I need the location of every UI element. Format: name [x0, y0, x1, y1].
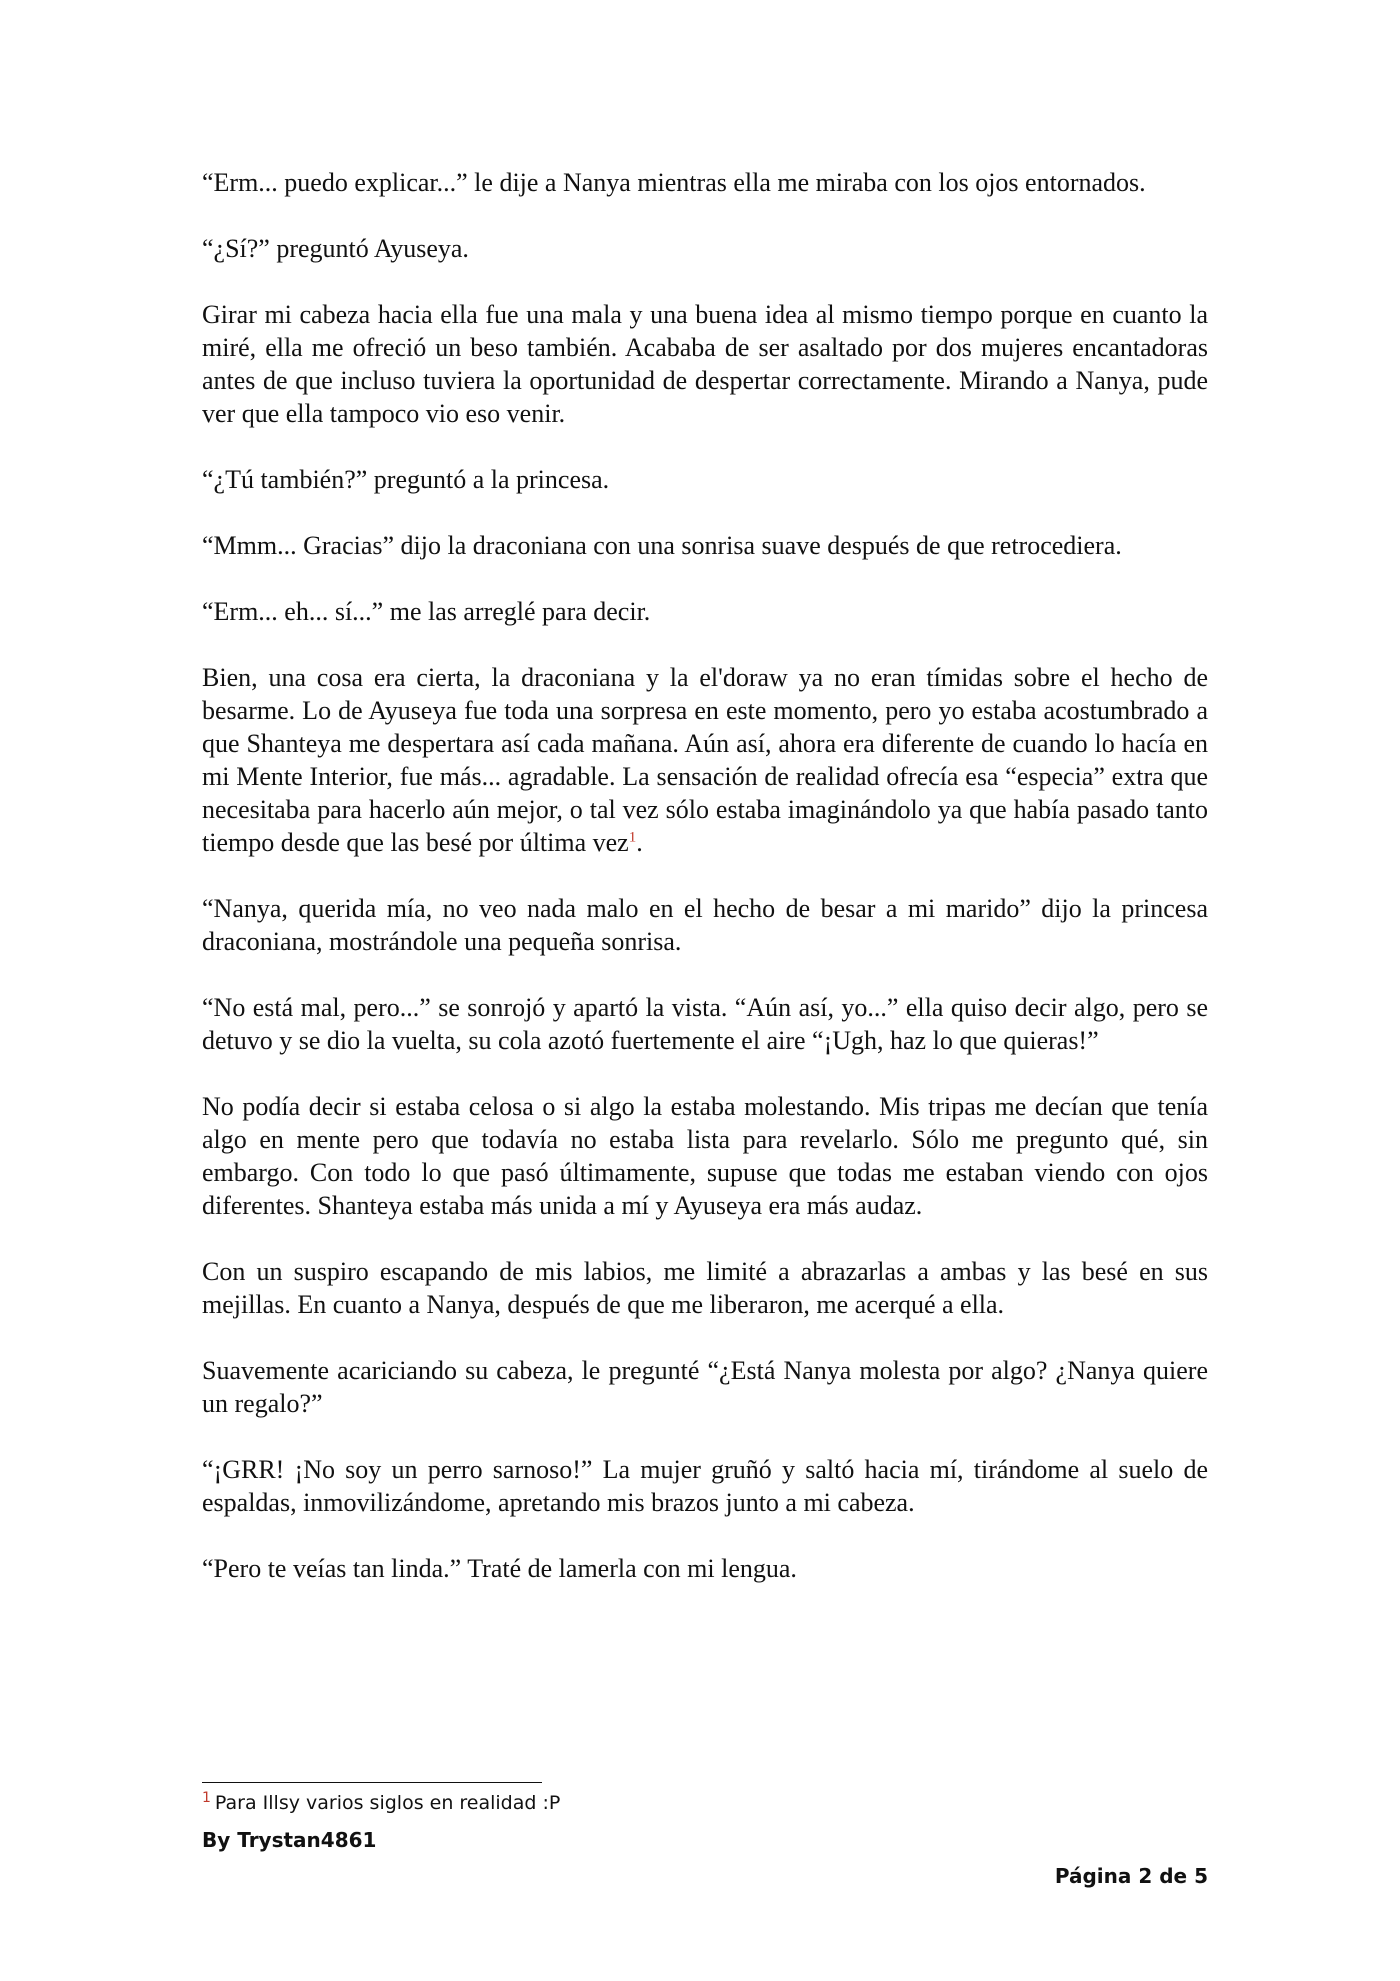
paragraph-5: “Mmm... Gracias” dijo la draconiana con una sonrisa suave después de que retrocediera. — [202, 531, 1122, 560]
paragraph-1: “Erm... puedo explicar...” le dije a Nanya mientras ella me miraba con los ojos entornados. — [202, 168, 1146, 197]
page-number-current: 2 — [1138, 1864, 1153, 1888]
author-credit: By Trystan4861 — [202, 1828, 377, 1852]
paragraph-4: “¿Tú también?” preguntó a la princesa. — [202, 465, 610, 494]
paragraph-2: “¿Sí?” preguntó Ayuseya. — [202, 234, 469, 263]
paragraph-3: Girar mi cabeza hacia ella fue una mala y una buena idea al mismo tiempo porque en cuanto la miré, ella me ofreció un beso también. Acababa de ser asaltado por dos mujeres encantadoras antes de que incluso tuviera la oportunidad de despertar correctamente. Mirando a Nanya, pude ver que ella tampoco vio eso venir. — [202, 300, 1208, 428]
footnote-text: Para Illsy varios siglos en realidad :P — [214, 1792, 561, 1814]
footnote — [202, 1790, 560, 1816]
footnote-divider — [202, 1782, 542, 1783]
paragraph-8: “Nanya, querida mía, no veo nada malo en el hecho de besar a mi marido” dijo la princesa draconiana, mostrándole una pequeña sonrisa. — [202, 894, 1208, 956]
paragraph-10: No podía decir si estaba celosa o si algo la estaba molestando. Mis tripas me decían que tenía algo en mente pero que todavía no estaba lista para revelarlo. Sólo me pregunto qué, sin embargo. Con todo lo que pasó últimamente, supuse que todas me estaban viendo con ojos diferentes. Shanteya estaba más unida a mí y Ayuseya era más audaz. — [202, 1092, 1208, 1220]
paragraph-7-end: . — [636, 828, 643, 857]
paragraph-9: “No está mal, pero...” se sonrojó y apartó la vista. “Aún así, yo...” ella quiso decir algo, pero se detuvo y se dio la vuelta, su cola azotó fuertemente el aire “¡Ugh, haz lo que quieras!” — [202, 993, 1208, 1055]
paragraph-11: Con un suspiro escapando de mis labios, me limité a abrazarlas a ambas y las besé en sus mejillas. En cuanto a Nanya, después de que me liberaron, me acerqué a ella. — [202, 1257, 1208, 1319]
paragraph-7 — [202, 661, 1208, 859]
page-number-prefix: Página — [1054, 1864, 1132, 1888]
paragraph-6: “Erm... eh... sí...” me las arreglé para decir. — [202, 597, 651, 626]
page-number-separator: de — [1159, 1864, 1188, 1888]
paragraph-14: “Pero te veías tan linda.” Traté de lamerla con mi lengua. — [202, 1554, 797, 1583]
page-number-total: 5 — [1194, 1864, 1208, 1888]
paragraph-13: “¡GRR! ¡No soy un perro sarnoso!” La mujer gruñó y saltó hacia mí, tirándome al suelo de espaldas, inmovilizándome, apretando mis brazos junto a mi cabeza. — [202, 1455, 1208, 1517]
footnote-reference[interactable]: 1 — [628, 829, 637, 846]
paragraph-12: Suavemente acariciando su cabeza, le pregunté “¿Está Nanya molesta por algo? ¿Nanya quiere un regalo?” — [202, 1356, 1208, 1418]
body-text — [202, 166, 1208, 1585]
page-number — [1055, 1864, 1208, 1888]
paragraph-7-text: Bien, una cosa era cierta, la draconiana y la el'doraw ya no eran tímidas sobre el hecho de besarme. Lo de Ayuseya fue toda una sorpresa en este momento, pero yo estaba acostumbrado a que Shanteya me despertara así cada mañana. Aún así, ahora era diferente de cuando lo hacía en mi Mente Interior, fue más... agradable. La sensación de realidad ofrecía esa “especia” extra que necesitaba para hacerlo aún mejor, o tal vez sólo estaba imaginándolo ya que había pasado tanto tiempo desde que las besé por última vez — [202, 663, 1208, 857]
footnote-mark: 1 — [202, 1789, 211, 1806]
